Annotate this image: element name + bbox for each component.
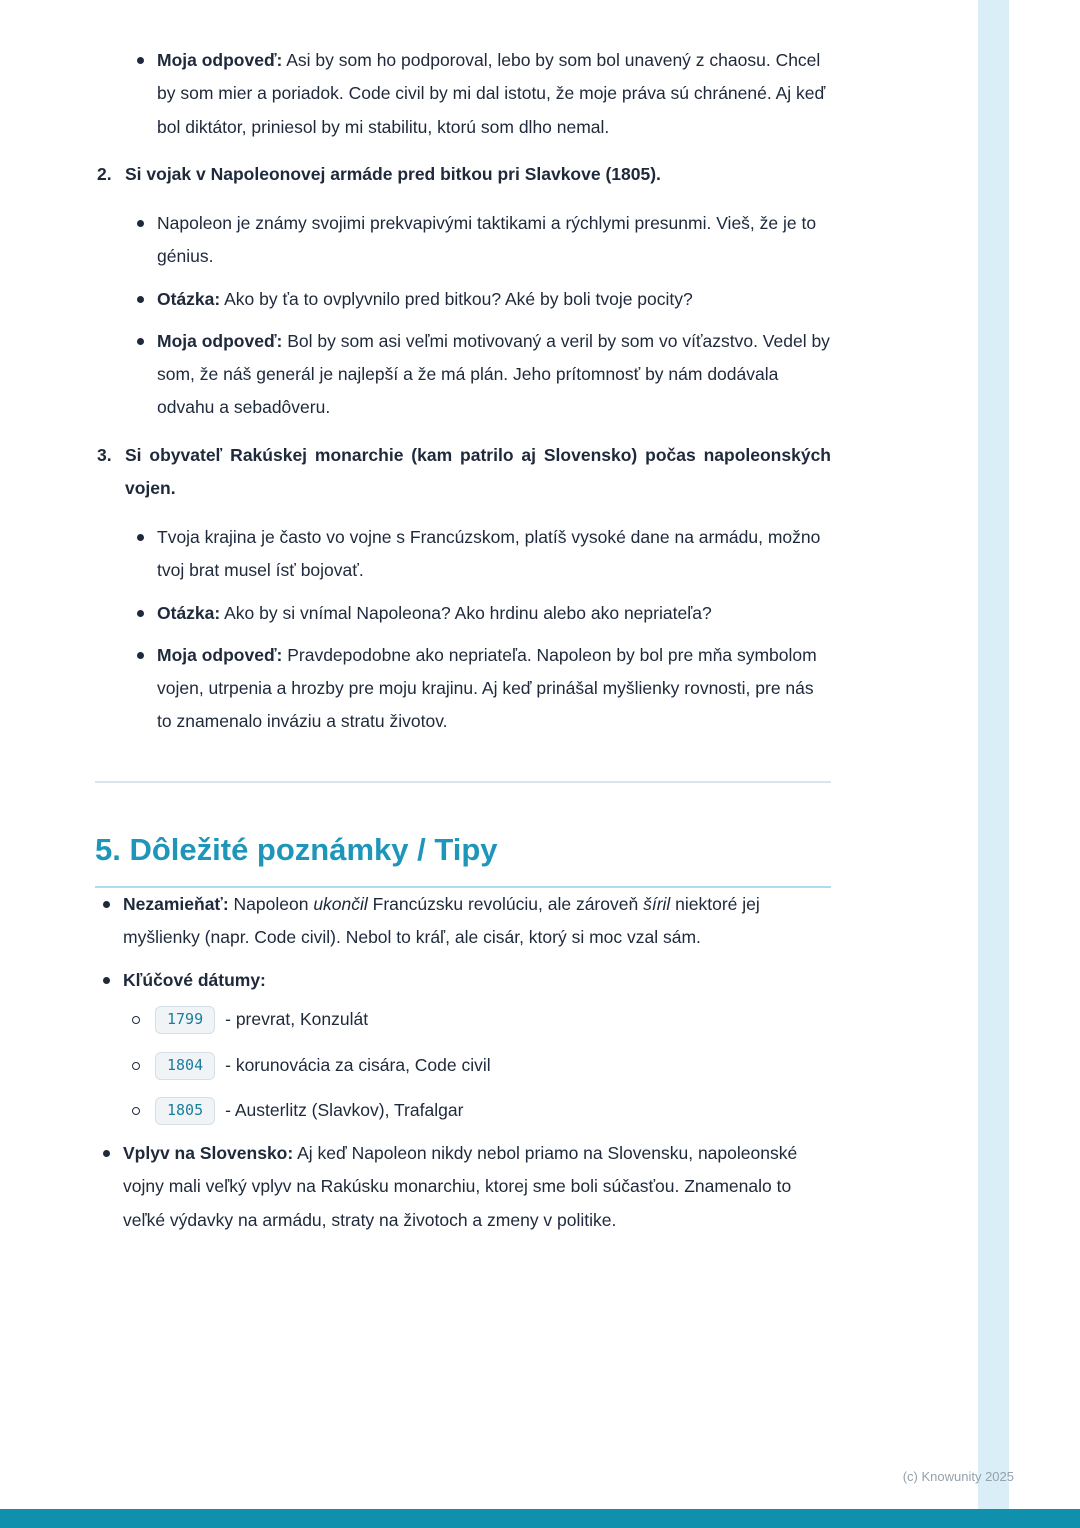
list-item [129, 44, 831, 144]
bullet-list [129, 521, 831, 739]
section-divider [95, 781, 831, 783]
bullet-text: niektoré jej myšlienky (napr. Code civil). Nebol to kráľ, ale cisár, ktorý si moc vzal sám. [123, 893, 760, 947]
bullet-list [129, 207, 831, 425]
list-item [129, 1094, 831, 1127]
date-text: - korunovácia za cisára, Code civil [225, 1054, 491, 1075]
key-dates-list [129, 1003, 831, 1127]
bullet-text: Ako by ťa to ovplyvnilo pred bitkou? Aké by boli tvoje pocity? [220, 288, 693, 309]
list-item [129, 1003, 831, 1036]
date-text: - prevrat, Konzulát [225, 1009, 369, 1030]
list-item [129, 1049, 831, 1082]
page-content [95, 44, 831, 1237]
bullet-text: Francúzsku revolúciu, ale zároveň [367, 893, 644, 914]
date-chip: 1804 [155, 1052, 215, 1080]
bullet-text: Napoleon [228, 893, 314, 914]
item-number: 3. [97, 444, 112, 465]
numbered-item-2 [95, 158, 831, 425]
list-item [95, 1137, 831, 1237]
footer-credit: (c) Knowunity 2025 [902, 1469, 1014, 1484]
date-chip: 1799 [155, 1006, 215, 1034]
list-item [129, 521, 831, 588]
item-title: Si obyvateľ Rakúskej monarchie (kam patrilo aj Slovensko) počas napoleonských vojen. [125, 444, 831, 498]
bullet-label: Moja odpoveď: [157, 50, 283, 70]
bullet-label: Otázka: [157, 602, 221, 623]
bullet-label: Vplyv na Slovensko: [123, 1143, 294, 1164]
item-number: 2. [97, 163, 112, 184]
numbered-item-3 [95, 439, 831, 739]
section-heading: 5. Dôležité poznámky / Tipy [95, 831, 831, 888]
bullet-text: Bol by som asi veľmi motivovaný a veril by som vo víťazstvo. Vedel by som, že náš generál je najlepší a že má plán. Jeho prítomnosť by nám dodávala odvahu a sebadôveru. [157, 330, 830, 418]
list-item [129, 597, 831, 630]
list-item [95, 964, 831, 1127]
date-chip: 1805 [155, 1097, 215, 1125]
numbered-item-title [95, 158, 831, 191]
bullet-text: Ako by si vnímal Napoleona? Ako hrdinu alebo ako nepriateľa? [220, 602, 712, 623]
bullet-text: Tvoja krajina je často vo vojne s Francúzskom, platíš vysoké dane na armádu, možno tvoj brat musel ísť bojovať. [157, 527, 821, 581]
bullet-label: Moja odpoveď: [157, 644, 283, 665]
numbered-item-title [95, 439, 831, 506]
bullet-text: Napoleon je známy svojimi prekvapivými taktikami a rýchlymi presunmi. Vieš, že je to génius. [157, 213, 817, 267]
list-item [129, 283, 831, 316]
list-item [129, 325, 831, 425]
bottom-accent-bar [0, 1509, 1080, 1528]
bullet-label: Otázka: [157, 288, 221, 309]
bullet-label: Nezamieňať: [123, 893, 229, 914]
emphasized-word: ukončil [313, 893, 368, 914]
date-text: - Austerlitz (Slavkov), Trafalgar [225, 1099, 464, 1120]
right-accent-strip [978, 0, 1009, 1528]
bullet-label: Moja odpoveď: [157, 330, 283, 351]
bullet-text: Pravdepodobne ako nepriateľa. Napoleon by bol pre mňa symbolom vojen, utrpenia a hrozby pre moju krajinu. Aj keď prinášal myšlienky rovnosti, pre nás to znamenalo inváziu a stratu životov. [157, 644, 817, 732]
emphasized-word: šíril [643, 893, 671, 914]
list-item [95, 888, 831, 955]
list-item [129, 207, 831, 274]
tips-list [95, 888, 831, 1237]
bullet-text: Asi by som ho podporoval, lebo by som bol unavený z chaosu. Chcel by som mier a poriadok. Code civil by mi dal istotu, že moje práva sú chránené. Aj keď bol diktátor, priniesol by mi stabilitu, ktorú som dlho nemal. [157, 50, 826, 137]
bullet-text: Aj keď Napoleon nikdy nebol priamo na Slovensku, napoleonské vojny mali veľký vplyv na Rakúsku monarchiu, ktorej sme boli súčasťou. Znamenalo to veľké výdavky na armádu, straty na životoch a zmeny v politike. [123, 1143, 798, 1230]
list-item [129, 639, 831, 739]
item-title: Si vojak v Napoleonovej armáde pred bitkou pri Slavkove (1805). [125, 163, 661, 184]
carryover-bullet-list [129, 44, 831, 144]
bullet-label: Kľúčové dátumy: [123, 970, 266, 991]
